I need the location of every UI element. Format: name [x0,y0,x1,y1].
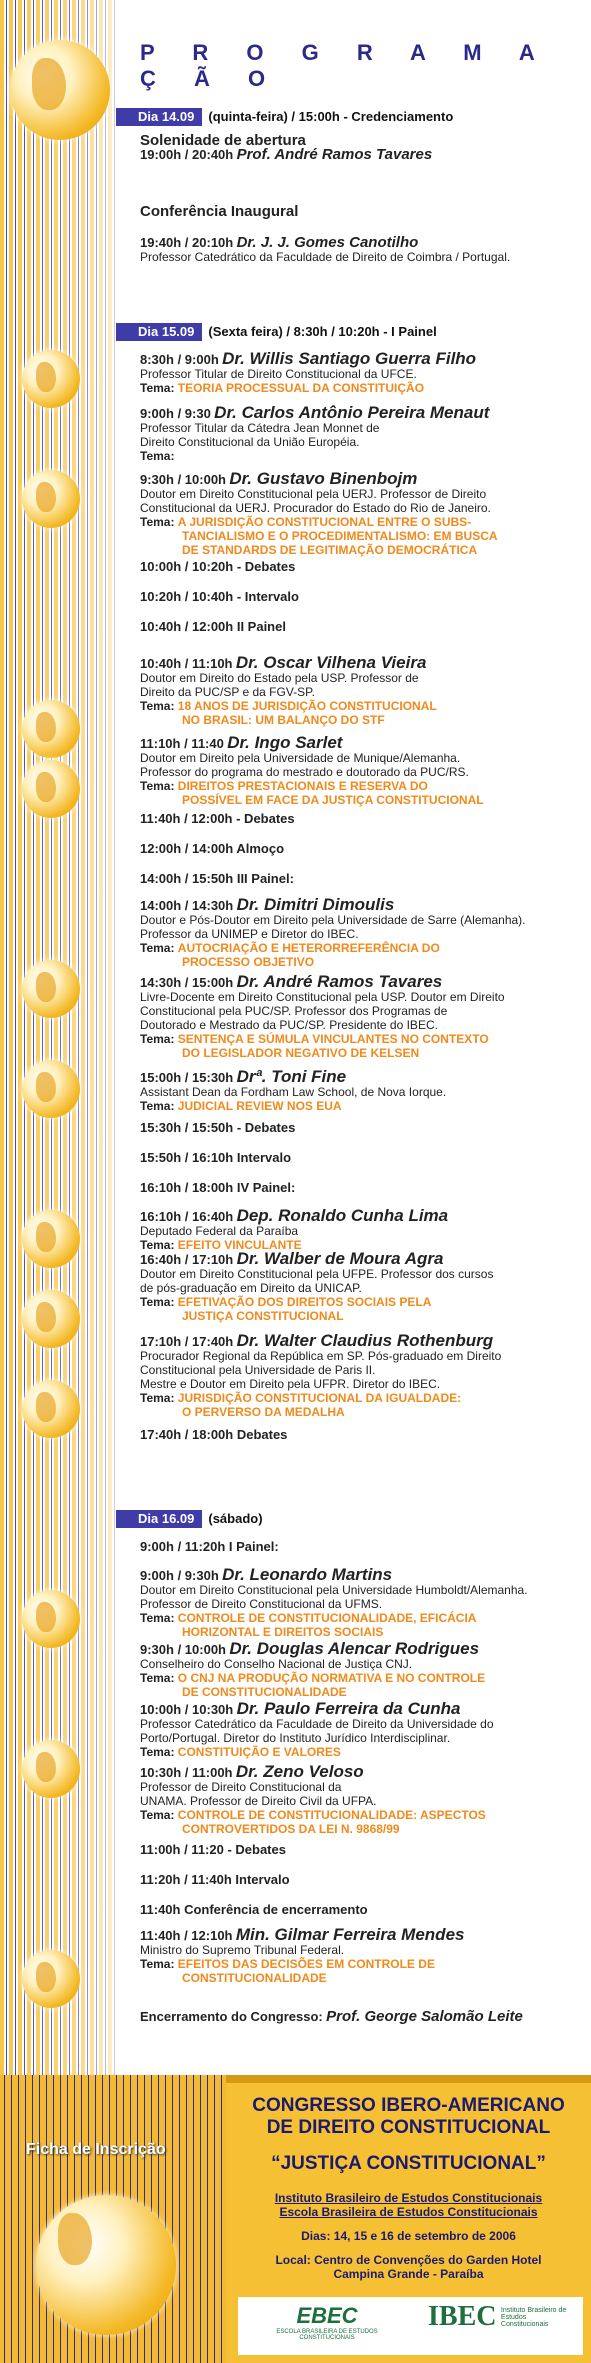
tema-text: CONTROLE DE CONSTITUCIONALIDADE: ASPECTOS [177,1808,486,1822]
tema-label: Tema: [140,1808,175,1822]
tema-label: Tema: [140,1032,175,1046]
schedule-item-text: 16:10h / 18:00h IV Painel: [140,1180,296,1195]
tema-text: CONTROLE DE CONSTITUCIONALIDADE, EFICÁCIA [177,1611,477,1625]
talk-desc: UNAMA. Professor de Direito Civil da UFPA. [140,1794,377,1808]
talk-time: 8:30h / 9:00h [140,352,219,367]
talk-item [140,733,580,807]
talk-speaker: Dep. Ronaldo Cunha Lima [236,1206,449,1225]
talk-item [140,1249,580,1323]
tema-text: SENTENÇA E SÚMULA VINCULANTES NO CONTEXTO [177,1032,489,1046]
talk-desc: de pós-graduação em Direito da UNICAP. [140,1281,362,1295]
schedule-item-text: 10:00h / 10:20h - Debates [140,559,296,574]
globe-icon [22,760,80,818]
tema-label: Tema: [140,1611,175,1625]
day-text: (quinta-feira) / 15:00h - Credenciamento [208,109,454,124]
tema-text: HORIZONTAL E DIREITOS SOCIAIS [182,1625,384,1639]
tema-text: DE CONSTITUCIONALIDADE [182,1685,347,1699]
talk-speaker: Dr. André Ramos Tavares [236,972,443,991]
globe-icon [22,1590,80,1648]
talk-time: 11:40h / 12:10h [140,1928,233,1943]
abertura-title: Solenidade de abertura [140,132,306,149]
ibec-logo-text: IBEC [428,2301,497,2332]
congress-theme: “JUSTIÇA CONSTITUCIONAL” [271,2153,546,2174]
talk-item [140,349,580,395]
congress-location-2: Campina Grande - Paraíba [333,2267,484,2281]
schedule-item [140,1121,580,1135]
tema-label: Tema: [140,941,175,955]
talk-speaker: Dr. Zeno Veloso [235,1762,364,1781]
tema-text: JUSTIÇA CONSTITUCIONAL [182,1309,344,1323]
ebec-logo-text: EBEC [296,2303,358,2328]
talk-item [140,1331,580,1419]
talk-desc: Doutor em Direito Constitucional pela Universidade Humboldt/Alemanha. [140,1583,528,1597]
tema-label: Tema: [140,699,175,713]
schedule-item-text: 17:40h / 18:00h Debates [140,1427,288,1442]
talk-time: 9:30h / 10:00h [140,1642,226,1657]
talk-speaker: Dr. Paulo Ferreira da Cunha [236,1699,461,1718]
tema-text: DO LEGISLADOR NEGATIVO DE KELSEN [182,1046,420,1060]
talk-desc: Doutor em Direito Constitucional pela UFPE. Professor dos cursos [140,1267,494,1281]
schedule-item [140,1540,580,1554]
tema-text: 18 ANOS DE JURISDIÇÃO CONSTITUCIONAL [177,699,437,713]
talk-time: 15:00h / 15:30h [140,1070,234,1085]
day-text: (Sexta feira) / 8:30h / 10:20h - I Painel [208,324,437,339]
schedule-item-text: 11:20h / 11:40h Intervalo [140,1872,290,1887]
institute-2: Escola Brasileira de Estudos Constitucionais [279,2205,538,2219]
congress-name-2: DE DIREITO CONSTITUCIONAL [266,2117,551,2138]
schedule-item [140,872,580,886]
tema-label: Tema: [140,449,175,463]
tema-text: AUTOCRIAÇÃO E HETERORREFERÊNCIA DO [177,941,440,955]
talk-item [140,1925,580,1985]
logos-panel [238,2297,583,2355]
globe-icon [22,470,80,528]
schedule-item [140,1843,580,1857]
schedule-item-text: 9:00h / 11:20h I Painel: [140,1539,279,1554]
talk-desc: Constitucional da UERJ. Procurador do Estado do Rio de Janeiro. [140,501,491,515]
globe-icon [22,1060,80,1118]
tema-label: Tema: [140,1957,175,1971]
conf-speaker: Dr. J. J. Gomes Canotilho [236,234,419,251]
abertura-time: 19:00h / 20:40h [140,147,234,162]
schedule-item [140,1903,580,1917]
schedule-item [140,1428,580,1442]
talk-item [140,403,580,463]
schedule-item-text: 11:40h Conferência de encerramento [140,1902,368,1917]
globe-icon [22,1950,80,2008]
talk-speaker: Dr. Ingo Sarlet [227,733,343,752]
day-header-3 [116,1510,591,1528]
talk-speaker: Dr. Carlos Antônio Pereira Menaut [214,403,490,422]
talk-item [140,1565,580,1639]
talk-time: 14:00h / 14:30h [140,898,234,913]
talk-speaker: Dr. Douglas Alencar Rodrigues [229,1639,480,1658]
talk-time: 10:30h / 11:00h [140,1765,233,1780]
tema-text: PROCESSO OBJETIVO [182,955,315,969]
talk-speaker: Dr. Walber de Moura Agra [236,1249,444,1268]
talk-desc: Professor do programa do mestrado e doutorado da PUC/RS. [140,765,469,779]
globe-icon [22,1210,80,1268]
talk-speaker: Dr. Leonardo Martins [222,1565,393,1584]
conf-speaker-block [140,236,580,264]
talk-desc: Professor Catedrático da Faculdade de Direito da Universidade do [140,1717,494,1731]
schedule-item [140,560,580,574]
talk-desc: Professor da UNIMEP e Diretor do IBEC. [140,927,359,941]
conf-inaugural [140,205,580,219]
talk-desc: Direito Constitucional da União Européia. [140,435,360,449]
conf-title: Conferência Inaugural [140,203,299,220]
tema-label: Tema: [140,515,175,529]
day-pill: Dia 16.09 [116,1510,202,1528]
talk-desc: Doutor e Pós-Doutor em Direito pela Universidade de Sarre (Alemanha). [140,913,526,927]
talk-item [140,1699,580,1759]
talk-speaker: Dr. Dimitri Dimoulis [236,895,395,914]
talk-desc: Doutor em Direito do Estado pela USP. Professor de [140,671,419,685]
page-title: P R O G R A M A Ç Ã O [140,40,550,91]
talk-desc: Doutorado e Mestrado da PUC/SP. Presidente do IBEC. [140,1018,438,1032]
encerramento-speaker: Prof. George Salomão Leite [326,2008,523,2025]
abertura [140,134,580,162]
talk-desc: Professor Titular de Direito Constitucional da UFCE. [140,367,417,381]
day-pill: Dia 15.09 [116,323,202,341]
tema-text: TANCIALISMO E O PROCEDIMENTALISMO: EM BUSCA [182,529,498,543]
schedule-item-text: 14:00h / 15:50h III Painel: [140,871,294,886]
tema-text: O PERVERSO DA MEDALHA [182,1405,345,1419]
schedule-item [140,620,580,634]
talk-time: 9:00h / 9:30h [140,1568,219,1583]
tema-label: Tema: [140,1745,175,1759]
footer [0,2075,591,2363]
talk-speaker: Dr. Willis Santiago Guerra Filho [222,349,477,368]
schedule-item [140,1873,580,1887]
talk-speaker: Dr. Gustavo Binenbojm [229,469,418,488]
schedule-item [140,812,580,826]
talk-desc: Doutor em Direito pela Universidade de Munique/Alemanha. [140,751,461,765]
talk-speaker: Drª. Toni Fine [236,1067,347,1086]
day-text: (sábado) [208,1511,263,1526]
tema-text: POSSÍVEL EM FACE DA JUSTIÇA CONSTITUCIONAL [182,793,484,807]
schedule-item-text: 11:40h / 12:00h - Debates [140,811,295,826]
talk-time: 11:10h / 11:40 [140,736,224,751]
schedule-item [140,1181,580,1195]
talk-item [140,1206,580,1252]
ibec-logo-sub: Instituto Brasileiro de Estudos Constitucionais [500,2307,567,2328]
talk-desc: Professor de Direito Constitucional da UFMS. [140,1597,383,1611]
talk-desc: Direito da PUC/SP e da FGV-SP. [140,685,315,699]
globe-icon [22,1290,80,1348]
tema-text: DE STANDARDS DE LEGITIMAÇÃO DEMOCRÁTICA [182,543,478,557]
talk-desc: Ministro do Supremo Tribunal Federal. [140,1943,345,1957]
talk-desc: Professor Titular da Cátedra Jean Monnet de [140,421,380,435]
talk-time: 10:00h / 10:30h [140,1702,234,1717]
schedule-item-text: 15:30h / 15:50h - Debates [140,1120,296,1135]
schedule-item-text: 10:40h / 12:00h II Painel [140,619,286,634]
day-header-2 [116,323,591,341]
tema-text: A JURISDIÇÃO CONSTITUCIONAL ENTRE O SUBS- [177,515,472,529]
tema-label: Tema: [140,1671,175,1685]
globe-icon [22,960,80,1018]
talk-time: 14:30h / 15:00h [140,975,234,990]
tema-text: CONSTITUCIONALIDADE [182,1971,327,1985]
talk-desc: Porto/Portugal. Diretor do Instituto Jurídico Interdisciplinar. [140,1731,451,1745]
talk-speaker: Dr. Walter Claudius Rothenburg [236,1331,494,1350]
tema-label: Tema: [140,1099,175,1113]
encerramento-label: Encerramento do Congresso: [140,2009,323,2024]
tema-text: CONTROVERTIDOS DA LEI N. 9868/99 [182,1822,400,1836]
talk-speaker: Min. Gilmar Ferreira Mendes [235,1925,465,1944]
congress-name-1: CONGRESSO IBERO-AMERICANO [252,2095,565,2116]
talk-desc: Livre-Docente em Direito Constitucional pela USP. Doutor em Direito [140,990,505,1004]
globe-icon [22,1740,80,1798]
conf-desc: Professor Catedrático da Faculdade de Direito de Coimbra / Portugal. [140,250,511,264]
tema-text: NO BRASIL: UM BALANÇO DO STF [182,713,385,727]
globe-icon [22,1380,80,1438]
talk-time: 17:10h / 17:40h [140,1334,234,1349]
tema-label: Tema: [140,381,175,395]
tema-text: TEORIA PROCESSUAL DA CONSTITUIÇÃO [177,381,425,395]
talk-item [140,1067,580,1113]
tema-text: EFEITO VINCULANTE [177,1238,302,1252]
ficha-inscricao-link[interactable]: Ficha de Inscrição [26,2141,166,2158]
institute-1: Instituto Brasileiro de Estudos Constitucionais [274,2191,543,2205]
tema-label: Tema: [140,1238,175,1252]
globe-icon [10,40,110,140]
schedule-item-text: 10:20h / 10:40h - Intervalo [140,589,299,604]
tema-text: EFEITOS DAS DECISÕES EM CONTROLE DE [177,1957,435,1971]
schedule-item-text: 11:00h / 11:20 - Debates [140,1842,286,1857]
talk-desc: Mestre e Doutor em Direito pela UFPR. Diretor do IBEC. [140,1377,441,1391]
ibec-logo [428,2301,578,2333]
tema-text: EFETIVAÇÃO DOS DIREITOS SOCIAIS PELA [177,1295,432,1309]
congress-location-1: Local: Centro de Convenções do Garden Hotel [275,2253,542,2267]
tema-label: Tema: [140,1295,175,1309]
talk-item [140,1639,580,1699]
tema-text: JURISDIÇÃO CONSTITUCIONAL DA IGUALDADE: [177,1391,462,1405]
globe-icon [22,700,80,758]
talk-desc: Professor de Direito Constitucional da [140,1780,342,1794]
schedule-item-text: 15:50h / 16:10h Intervalo [140,1150,292,1165]
tema-text: DIREITOS PRESTACIONAIS E RESERVA DO [177,779,428,793]
globe-icon [22,350,80,408]
talk-item [140,1762,580,1836]
talk-time: 10:40h / 11:10h [140,656,233,671]
talk-item [140,653,580,727]
tema-label: Tema: [140,1391,175,1405]
talk-time: 9:00h / 9:30 [140,406,211,421]
globe-icon [36,2195,176,2335]
talk-item [140,469,580,557]
ebec-logo [252,2303,402,2341]
talk-desc: Constitucional pela PUC/SP. Professor dos Programas de [140,1004,448,1018]
talk-desc: Procurador Regional da República em SP. Pós-graduado em Direito [140,1349,502,1363]
tema-text: CONSTITUIÇÃO E VALORES [177,1745,341,1759]
talk-item [140,972,580,1060]
schedule-item [140,590,580,604]
abertura-speaker: Prof. André Ramos Tavares [236,146,433,163]
schedule-item [140,1151,580,1165]
talk-item [140,895,580,969]
ebec-logo-sub: ESCOLA BRASILEIRA DE ESTUDOS CONSTITUCIONAIS [276,2329,378,2341]
day-pill: Dia 14.09 [116,108,202,126]
schedule-item-text: 12:00h / 14:00h Almoço [140,841,285,856]
talk-desc: Conselheiro do Conselho Nacional de Justiça CNJ. [140,1657,413,1671]
congress-dates: Dias: 14, 15 e 16 de setembro de 2006 [301,2229,516,2243]
schedule-item [140,842,580,856]
tema-text: JUDICIAL REVIEW NOS EUA [177,1099,342,1113]
day-header-1 [116,108,591,126]
talk-desc: Doutor em Direito Constitucional pela UERJ. Professor de Direito [140,487,487,501]
talk-time: 16:40h / 17:10h [140,1252,234,1267]
talk-desc: Constitucional pela Universidade de Paris II. [140,1363,376,1377]
talk-speaker: Dr. Oscar Vilhena Vieira [235,653,427,672]
tema-text: O CNJ NA PRODUÇÃO NORMATIVA E NO CONTROLE [177,1671,486,1685]
talk-time: 9:30h / 10:00h [140,472,226,487]
conf-time: 19:40h / 20:10h [140,235,234,250]
tema-label: Tema: [140,779,175,793]
encerramento [140,2010,580,2024]
talk-desc: Deputado Federal da Paraíba [140,1224,299,1238]
talk-desc: Assistant Dean da Fordham Law School, de Nova Iorque. [140,1085,447,1099]
talk-time: 16:10h / 16:40h [140,1209,234,1224]
